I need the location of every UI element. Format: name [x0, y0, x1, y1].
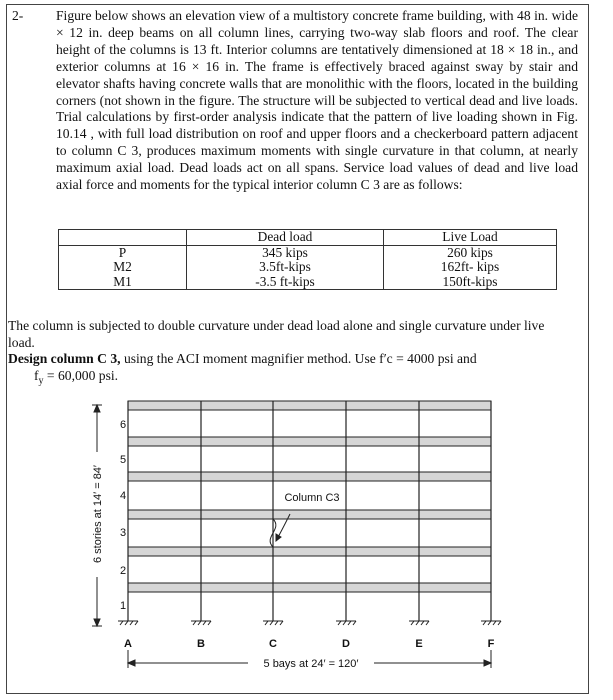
column-c3-callout: Column C3 [284, 492, 340, 504]
curvature-note: The column is subjected to double curvature under dead load alone and single curvature under live load. [8, 318, 545, 350]
column-label-a: A [124, 638, 132, 650]
fixed-supports [118, 621, 501, 625]
story-label-4: 4 [119, 490, 127, 502]
story-labels [120, 419, 126, 612]
problem-statement [12, 8, 578, 194]
arrow-right-icon [484, 660, 491, 666]
arrow-left-icon [128, 660, 135, 666]
support-d [336, 621, 356, 625]
arrow-down-icon [94, 619, 100, 626]
fy-symbol: f [34, 367, 39, 383]
column-labels [124, 638, 495, 650]
table-row [59, 245, 557, 290]
roof-beam [128, 401, 491, 410]
column-label-b: B [197, 638, 205, 650]
column-label-c: C [269, 638, 277, 650]
width-dimension-label: 5 bays at 24′ = 120′ [263, 658, 359, 670]
dead-load-m2: 3.5ft-kips [259, 259, 311, 274]
table-header-row [59, 230, 557, 246]
story-label-6: 6 [119, 419, 127, 431]
support-a [118, 621, 138, 625]
live-load-m1: 150ft-kips [442, 273, 498, 289]
table-header-dead: Dead load [187, 230, 384, 246]
height-dimension-label: 6 stories at 14′ = 84′ [92, 465, 104, 563]
floor-2-beam [128, 583, 491, 592]
floor-4-beam [128, 510, 491, 519]
live-load-p: 260 kips [447, 244, 493, 260]
arrow-up-icon [94, 405, 100, 412]
row-label-m2: M2 [113, 259, 132, 274]
fy-line [8, 368, 568, 390]
dead-load-values [187, 245, 384, 290]
problem-number: 2- [12, 8, 24, 23]
dead-load-p: 345 kips [262, 244, 308, 260]
support-b [191, 621, 211, 625]
support-c [263, 621, 283, 625]
callout-arrowhead-icon [276, 534, 281, 541]
design-task-rest: using the ACI moment magnifier method. Use f′c = 4000 psi and [120, 351, 477, 366]
story-label-3: 3 [119, 527, 127, 539]
story-label-1: 1 [119, 600, 127, 612]
table-header-live: Live Load [384, 230, 557, 246]
column-label-f: F [487, 638, 495, 650]
design-task [8, 351, 568, 368]
floor-3-beam [128, 547, 491, 556]
column-label-d: D [342, 638, 350, 650]
row-label [59, 245, 187, 290]
floor-6-beam [128, 437, 491, 446]
story-label-5: 5 [119, 454, 127, 466]
design-task-bold: Design column C 3, [8, 351, 121, 366]
column-label-e: E [415, 638, 423, 650]
frame-elevation-figure [0, 392, 613, 700]
row-label-p: P [118, 244, 127, 260]
load-table [58, 229, 557, 290]
row-label-m1: M1 [113, 273, 132, 289]
design-statement [8, 318, 568, 390]
table-header-blank [59, 230, 187, 246]
dead-load-m1: -3.5 ft-kips [255, 273, 315, 289]
live-load-m2: 162ft- kips [440, 259, 500, 274]
support-f [481, 621, 501, 625]
problem-text: Figure below shows an elevation view of a multistory concrete frame building, with 48 in. wide × 12 in. deep beams on all column lines, carrying two-way slab floors and roof. The clear height of the columns is 13 ft. Interior columns are tentatively dimensioned at 18 × 18 in., and exterior columns at 16 × 16 in. The frame is effectively braced against sway by stair and elevator shafts having concrete walls that are monolithic with the floors, located in the building corners (not shown in the figure. The structure will be subjected to vertical dead and live loads. Trial calculations by first-order analysis indicate that the pattern of live loading shown in Fig. 10.14 , with full load distribution on roof and upper floors and a checkerboard pattern adjacent to column C 3, produces maximum moments with single curvature in that column, at nearly maximum axial load. Dead loads act on all spans. Service load values of dead and live load axial force and moments for the typical interior column C 3 are as follows: [56, 8, 578, 193]
fy-value: = 60,000 psi. [43, 367, 119, 383]
support-e [409, 621, 429, 625]
live-load-values [384, 245, 557, 290]
fy-subscript: y [38, 375, 44, 387]
story-label-2: 2 [119, 565, 127, 577]
floor-5-beam [128, 472, 491, 481]
